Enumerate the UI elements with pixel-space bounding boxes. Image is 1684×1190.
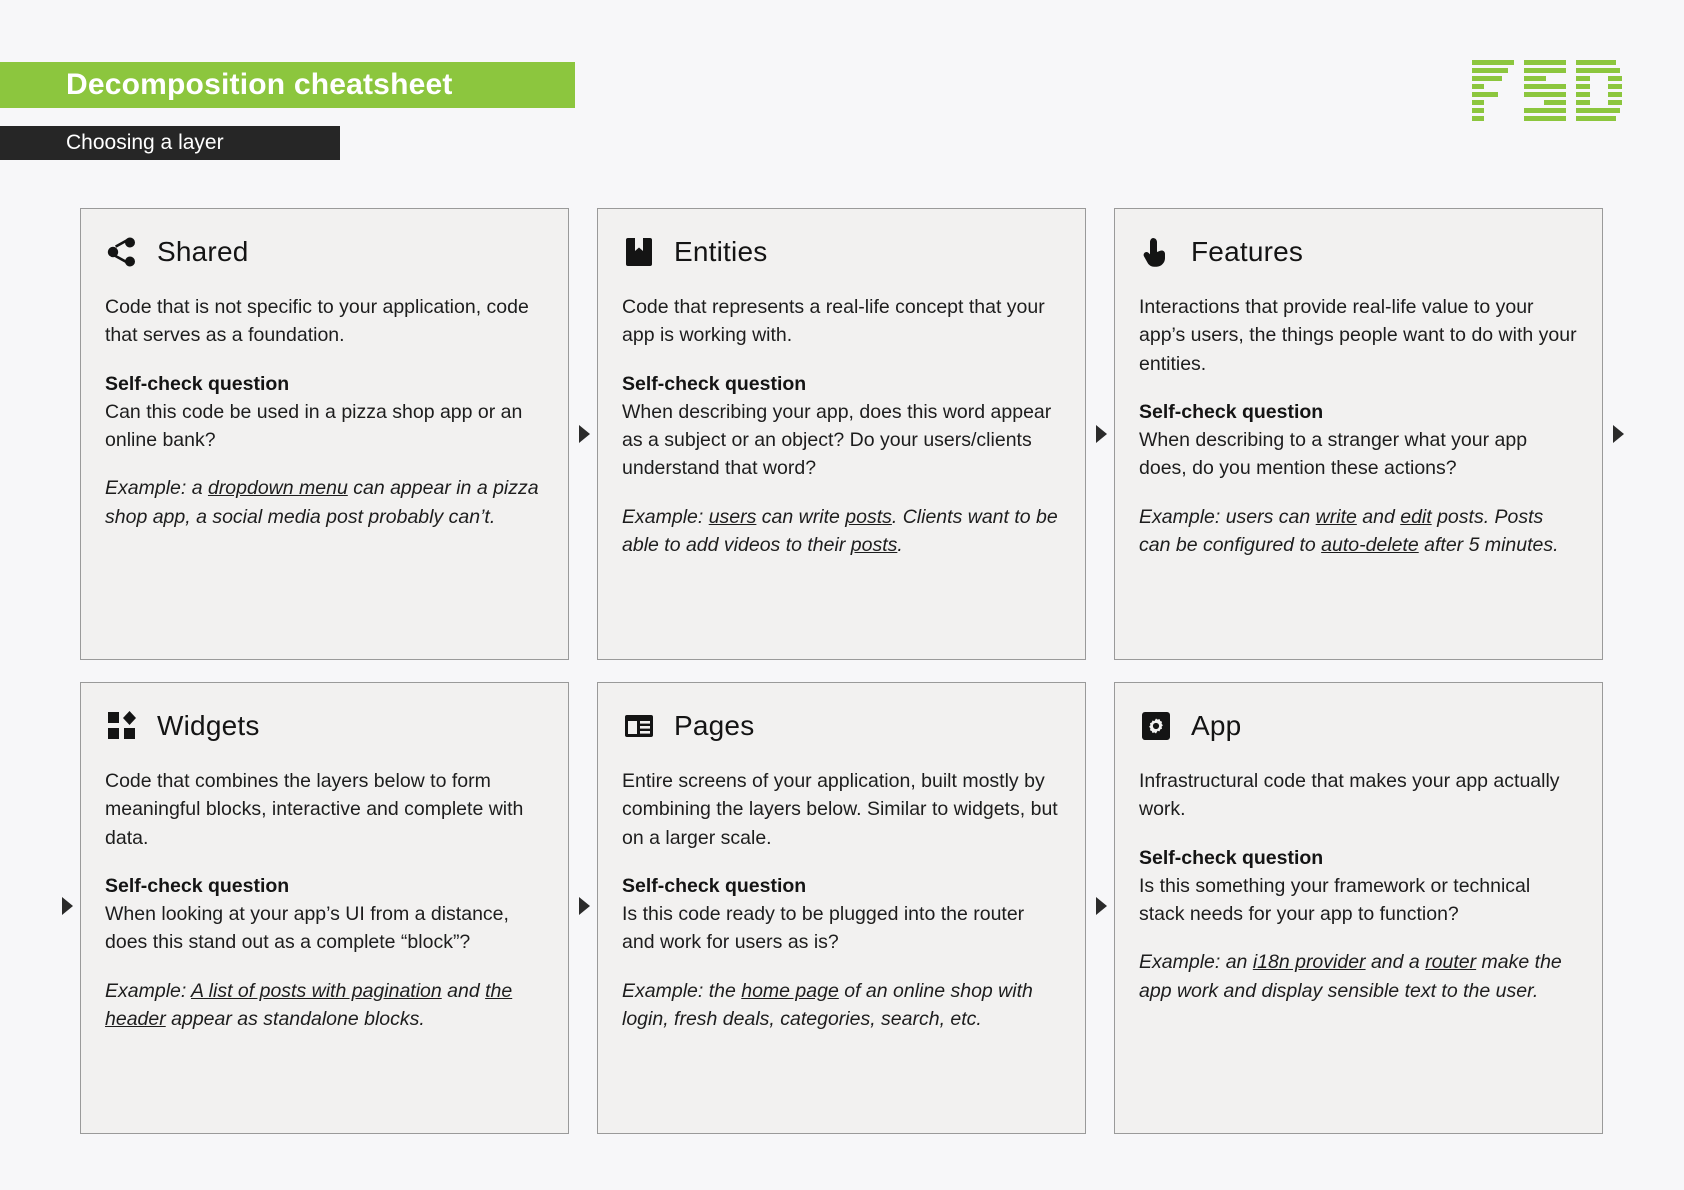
blocks-icon <box>105 709 139 743</box>
self-check-question: When looking at your app’s UI from a distance, does this stand out as a complete “block”? <box>105 903 509 954</box>
example-term: A list of posts with pagination <box>190 979 442 1002</box>
example-term: users <box>708 505 757 528</box>
example-term: auto-delete <box>1321 533 1419 556</box>
self-check-label: Self-check question <box>622 372 807 395</box>
card-example <box>622 503 1061 560</box>
card-example <box>105 977 544 1034</box>
card-header <box>105 709 544 743</box>
page-header <box>0 0 1684 170</box>
arrow-widgets-to-pages-icon <box>579 897 590 915</box>
example-text: . Clients want to be able to add videos to their <box>622 505 1058 556</box>
card-description: Code that is not specific to your application, code that serves as a foundation. <box>105 296 529 347</box>
example-text: after 5 minutes. <box>1418 533 1559 556</box>
self-check-question: When describing your app, does this word appear as a subject or an object? Do your users/clients understand that word? <box>622 400 1052 480</box>
example-text: . <box>897 533 903 556</box>
card-title: Entities <box>674 236 768 267</box>
example-term: posts <box>845 505 892 528</box>
card-example <box>622 977 1061 1034</box>
example-term: router <box>1425 951 1477 974</box>
title-banner <box>0 62 575 108</box>
card-features <box>1114 208 1603 660</box>
page-layout-icon <box>622 709 656 743</box>
card-title: Shared <box>157 236 249 267</box>
example-text: Example: the <box>622 979 742 1002</box>
bookmark-icon <box>622 235 656 269</box>
example-term: the header <box>105 979 513 1030</box>
card-pages <box>597 682 1086 1134</box>
arrow-entities-to-features-icon <box>1096 425 1107 443</box>
self-check-label: Self-check question <box>105 874 290 897</box>
card-title: Features <box>1191 236 1304 267</box>
example-term: posts <box>850 533 898 556</box>
card-widgets <box>80 682 569 1134</box>
card-description: Code that combines the layers below to form meaningful blocks, interactive and complete with data. <box>105 770 524 849</box>
card-example <box>1139 948 1578 1005</box>
tap-hand-icon <box>1139 235 1173 269</box>
page-subtitle: Choosing a layer <box>66 131 224 154</box>
arrow-pages-to-app-icon <box>1096 897 1107 915</box>
card-header <box>105 235 544 269</box>
subtitle-banner <box>0 126 340 160</box>
card-description: Code that represents a real-life concept that your app is working with. <box>622 296 1045 347</box>
card-entities <box>597 208 1086 660</box>
example-term: i18n provider <box>1252 951 1366 974</box>
card-title: App <box>1191 710 1242 741</box>
share-icon <box>105 235 139 269</box>
self-check-label: Self-check question <box>1139 400 1324 423</box>
example-text: of an online shop with login, fresh deals, categories, search, etc. <box>622 979 1033 1030</box>
self-check-question: Is this something your framework or technical stack needs for your app to function? <box>1139 874 1531 926</box>
card-header <box>622 235 1061 269</box>
example-text: Example: users can <box>1139 505 1316 528</box>
arrow-features-out-icon <box>1613 425 1624 443</box>
example-text: can appear in a pizza shop app, a social media post probably can’t. <box>105 477 539 528</box>
card-example <box>105 474 544 531</box>
example-text: Example: an <box>1139 951 1253 974</box>
card-header <box>622 709 1061 743</box>
self-check-label: Self-check question <box>105 372 290 395</box>
card-example <box>1139 503 1578 560</box>
card-app <box>1114 682 1603 1134</box>
example-text: and <box>1356 505 1401 528</box>
self-check-question: Can this code be used in a pizza shop app or an online bank? <box>105 400 523 452</box>
self-check-question: When describing to a stranger what your app does, do you mention these actions? <box>1139 429 1528 480</box>
example-term: dropdown menu <box>207 477 348 500</box>
card-header <box>1139 709 1578 743</box>
example-term: write <box>1315 505 1357 528</box>
arrow-shared-to-entities-icon <box>579 425 590 443</box>
card-description: Interactions that provide real-life value to your app’s users, the things people want to do with your entities. <box>1139 296 1577 375</box>
example-term: edit <box>1400 505 1432 528</box>
example-term: home page <box>741 979 839 1002</box>
self-check-label: Self-check question <box>622 874 807 897</box>
fsd-logo-icon <box>1472 60 1622 122</box>
example-text: make the app work and display sensible text to the user. <box>1139 951 1562 1002</box>
example-text: Example: <box>622 505 709 528</box>
card-header <box>1139 235 1578 269</box>
card-description: Entire screens of your application, built mostly by combining the layers below. Similar to widgets, but on a larger scale. <box>622 770 1058 849</box>
card-title: Pages <box>674 710 755 741</box>
self-check-question: Is this code ready to be plugged into the router and work for users as is? <box>622 903 1025 954</box>
example-text: can write <box>756 505 846 528</box>
layers-grid <box>80 208 1610 1134</box>
page-title: Decomposition cheatsheet <box>66 68 453 101</box>
example-text: Example: <box>105 979 191 1002</box>
example-text: posts. Posts can be configured to <box>1139 505 1544 556</box>
gear-icon <box>1139 709 1173 743</box>
example-text: and <box>441 979 486 1002</box>
card-description: Infrastructural code that makes your app actually work. <box>1139 770 1560 821</box>
example-text: Example: a <box>105 477 208 500</box>
arrow-in-to-widgets-icon <box>62 897 73 915</box>
card-title: Widgets <box>157 710 260 741</box>
example-text: appear as standalone blocks. <box>165 1007 425 1030</box>
card-shared <box>80 208 569 660</box>
self-check-label: Self-check question <box>1139 846 1324 869</box>
example-text: and a <box>1365 951 1426 974</box>
